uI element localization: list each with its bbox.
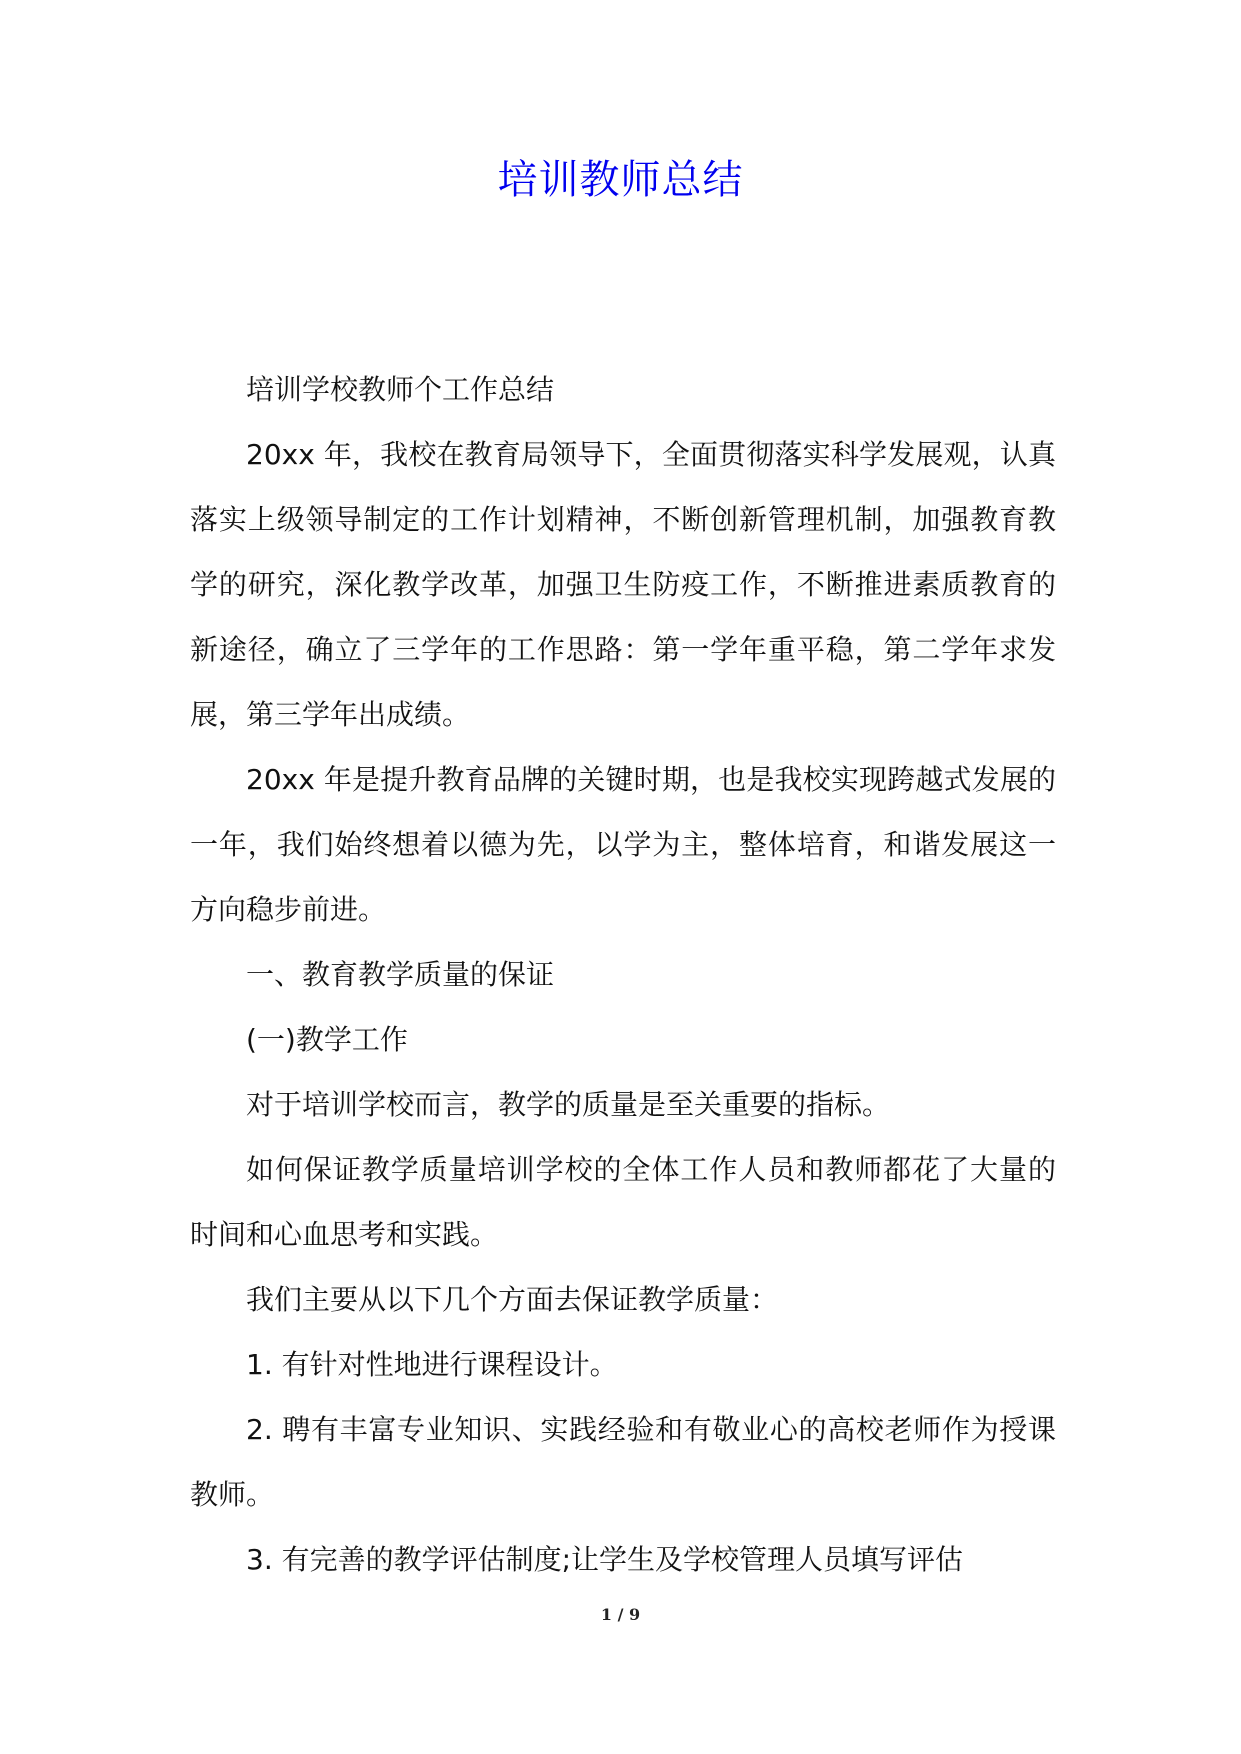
paragraph: 对于培训学校而言，教学的质量是至关重要的指标。 bbox=[246, 1088, 891, 1121]
paragraph: 我们主要从以下几个方面去保证教学质量： bbox=[246, 1283, 779, 1316]
list-item: 2. 聘有丰富专业知识、实践经验和有敬业心的高校老师作为授课教师。 bbox=[190, 1413, 1056, 1511]
page-number: 1 / 9 bbox=[600, 1605, 641, 1624]
list-item: 1. 有针对性地进行课程设计。 bbox=[246, 1348, 618, 1381]
section-heading: 一、教育教学质量的保证 bbox=[246, 958, 555, 991]
subsection-heading: (一)教学工作 bbox=[246, 1023, 408, 1056]
paragraph: 20xx 年，我校在教育局领导下，全面贯彻落实科学发展观，认真落实上级领导制定的工作计划精神，不断创新管理机制，加强教育教学的研究，深化教学改革，加强卫生防疫工作，不断推进素质教育的新途径，确立了三学年的工作思路：第一学年重平稳，第二学年求发展，第三学年出成绩。 bbox=[190, 438, 1056, 731]
paragraph: 如何保证教学质量培训学校的全体工作人员和教师都花了大量的时间和心血思考和实践。 bbox=[190, 1153, 1056, 1251]
list-item: 3. 有完善的教学评估制度;让学生及学校管理人员填写评估 bbox=[246, 1543, 964, 1576]
paragraph: 20xx 年是提升教育品牌的关键时期，也是我校实现跨越式发展的一年，我们始终想着以德为先，以学为主，整体培育，和谐发展这一方向稳步前进。 bbox=[190, 763, 1056, 926]
document-title: 培训教师总结 bbox=[497, 157, 744, 203]
document-body bbox=[190, 357, 1056, 1592]
paragraph-heading: 培训学校教师个工作总结 bbox=[246, 373, 555, 406]
